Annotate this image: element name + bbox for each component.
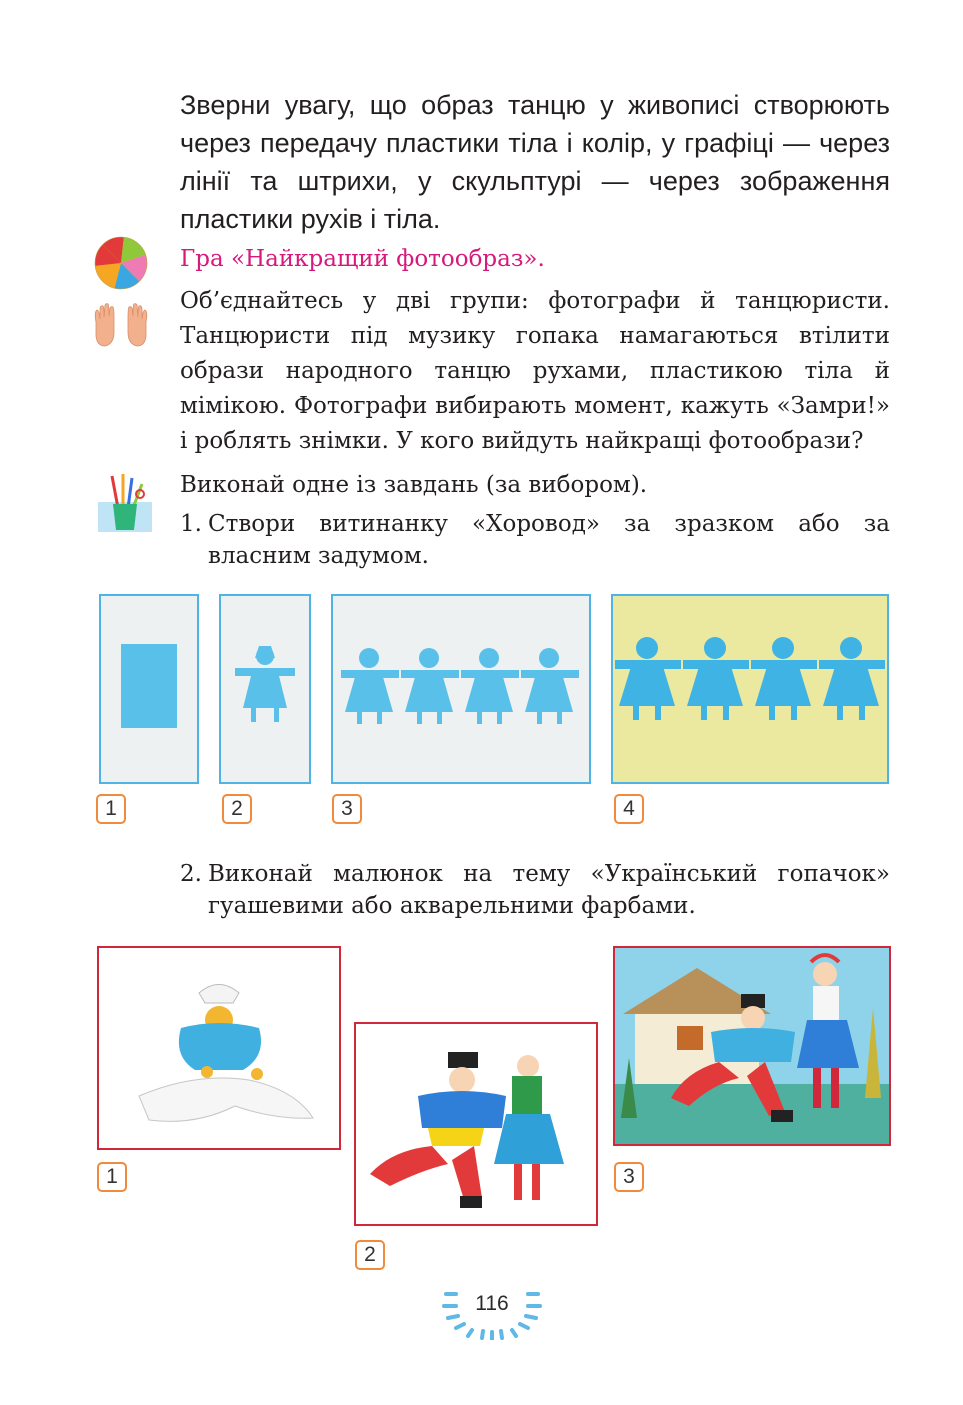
drawing-number-3: 3	[614, 1162, 644, 1192]
drawing-3-image	[613, 946, 891, 1146]
step-number-4: 4	[614, 794, 644, 824]
drawing-number-2: 2	[355, 1240, 385, 1270]
task-intro: Виконай одне із завдань (за вибором).	[180, 472, 648, 498]
drawing-2-image	[354, 1022, 598, 1226]
pencil-cup-icon	[96, 472, 154, 534]
task-1	[180, 508, 890, 572]
game-title: Гра «Найкращий фотообраз».	[180, 246, 545, 272]
task-2	[180, 858, 890, 922]
vytynanka-step-1-photo	[99, 594, 199, 784]
task-2-number: 2.	[180, 861, 202, 887]
hands-icon	[90, 302, 152, 348]
vytynanka-step-2-photo	[219, 594, 311, 784]
drawing-1-image	[97, 946, 341, 1150]
step-number-2: 2	[222, 794, 252, 824]
task-1-text: Створи витинанку «Хоровод» за зразком або за власним задумом.	[208, 511, 890, 569]
step-number-1: 1	[96, 794, 126, 824]
task-1-number: 1.	[180, 511, 202, 537]
task-2-text: Виконай малюнок на тему «Український гопачок» гуашевими або акварельними фарбами.	[208, 861, 890, 919]
ball-icon	[94, 236, 148, 290]
step-number-3: 3	[332, 794, 362, 824]
vytynanka-step-3-photo	[331, 594, 591, 784]
page-number: 116	[475, 1292, 509, 1315]
vytynanka-step-4-photo	[611, 594, 889, 784]
game-text: Об’єднайтесь у дві групи: фотографи й танцюристи. Танцюристи під музику гопака намагаються втілити образи народного танцю рухами, пластикою тіла й мімікою. Фотографи вибирають момент, кажуть «Замри!» і роблять знімки. У кого вийдуть найкращі фотообрази?	[180, 288, 890, 454]
drawing-number-1: 1	[97, 1162, 127, 1192]
intro-paragraph: Зверни увагу, що образ танцю у живописі створюють через передачу пластики тіла і колір, у графіці — через лінії та штрихи, у скульптурі — через зображення пластики рухів і тіла.	[180, 90, 890, 234]
